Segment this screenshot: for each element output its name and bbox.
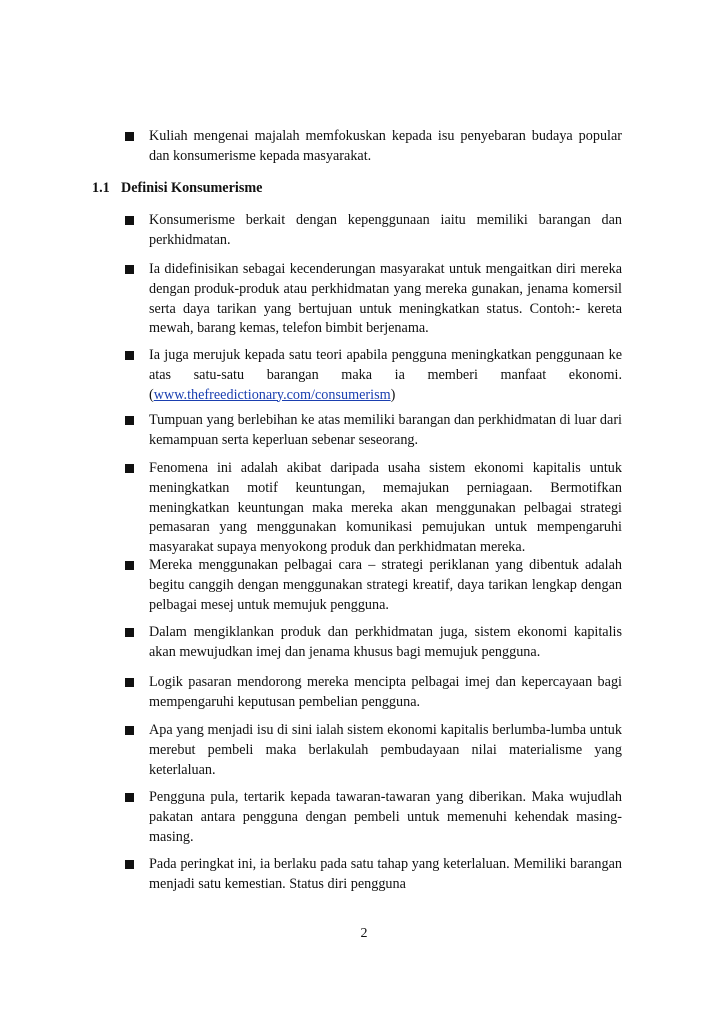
bullet-list-g [122, 623, 622, 663]
square-bullet-icon [125, 464, 134, 473]
bullet-list-c [122, 346, 622, 405]
bullet-text: Dalam mengiklankan produk dan perkhidmatan juga, sistem ekonomi kapitalis akan mewujudkan imej dan jenama khusus bagi memujuk pengguna. [149, 624, 622, 660]
bullet-text: Tumpuan yang berlebihan ke atas memiliki barangan dan perkhidmatan di luar dari kemampuan serta keperluan sebenar seseorang. [149, 412, 622, 448]
list-item [122, 127, 622, 167]
section-number: 1.1 [92, 180, 110, 196]
bullet-list-h [122, 673, 622, 713]
open-paren: ( [149, 386, 154, 403]
bullet-text: Kuliah mengenai majalah memfokuskan kepada isu penyebaran budaya popular dan konsumerisme kepada masyarakat. [149, 128, 622, 164]
list-item [122, 211, 622, 251]
bullet-list-i [122, 721, 622, 780]
bullet-text: Pengguna pula, tertarik kepada tawaran-tawaran yang diberikan. Maka wujudlah pakatan antara pengguna dengan pembeli untuk memenuhi kehendak masing-masing. [149, 789, 622, 845]
bullet-list-k [122, 855, 622, 895]
bullet-list-j [122, 788, 622, 847]
bullet-text: Logik pasaran mendorong mereka mencipta pelbagai imej dan kepercayaan bagi mempengaruhi keputusan pembelian pengguna. [149, 674, 622, 710]
bullet-list-b [122, 260, 622, 339]
section-title: Definisi Konsumerisme [121, 180, 263, 196]
bullet-text: Ia didefinisikan sebagai kecenderungan masyarakat untuk mengaitkan diri mereka dengan produk-produk atau perkhidmatan yang mereka gunakan, jenama komersil serta daya tarikan yang bertujuan untuk meningkatkan status. Contoh:- kereta mewah, barang kemas, telefon bimbit berjenama. [149, 261, 622, 337]
list-item [122, 556, 622, 615]
page-number: 2 [360, 926, 368, 941]
bullet-text: Mereka menggunakan pelbagai cara – strategi periklanan yang dibentuk adalah begitu canggih dengan menggunakan strategi kreatif, daya tarikan lengkap dengan pelbagai mesej untuk memujuk pengguna. [149, 557, 622, 613]
section-heading [92, 178, 262, 198]
bullet-list-d [122, 411, 622, 451]
list-item [122, 411, 622, 451]
square-bullet-icon [125, 416, 134, 425]
square-bullet-icon [125, 561, 134, 570]
list-item [122, 721, 622, 780]
bullet-list-e [122, 459, 622, 558]
close-paren: ) [390, 386, 396, 403]
bullet-text: Fenomena ini adalah akibat daripada usaha sistem ekonomi kapitalis untuk meningkatkan motif keuntungan, memajukan perniagaan. Bermotifkan meningkatkan keuntungan maka mereka akan menggunakan pelbagai strategi pemasaran yang menggunakan komunikasi pemujukan untuk mempengaruhi masyarakat supaya menyokong produk dan perkhidmatan mereka. [149, 460, 622, 556]
bullet-text: Ia juga merujuk kepada satu teori apabila pengguna meningkatkan penggunaan ke atas satu-satu barangan maka ia memberi manfaat ekonomi. [149, 347, 622, 383]
list-item [122, 260, 622, 339]
list-item [122, 346, 622, 405]
reference-link[interactable]: www.thefreedictionary.com/consumerism [153, 386, 391, 403]
square-bullet-icon [125, 132, 134, 141]
bullet-list-a [122, 211, 622, 251]
square-bullet-icon [125, 628, 134, 637]
square-bullet-icon [125, 351, 134, 360]
square-bullet-icon [125, 678, 134, 687]
square-bullet-icon [125, 726, 134, 735]
bullet-list-f [122, 556, 622, 615]
bullet-text: Apa yang menjadi isu di sini ialah sistem ekonomi kapitalis berlumba-lumba untuk merebut pembeli maka berlakulah pembudayaan nilai materialisme yang keterlaluan. [149, 722, 622, 778]
intro-bullet-list [122, 127, 622, 167]
list-item [122, 623, 622, 663]
bullet-text: Pada peringkat ini, ia berlaku pada satu tahap yang keterlaluan. Memiliki barangan menjadi satu kemestian. Status diri pengguna [149, 856, 622, 892]
list-item [122, 459, 622, 558]
bullet-text: Konsumerisme berkait dengan kepenggunaan iaitu memiliki barangan dan perkhidmatan. [149, 212, 622, 248]
square-bullet-icon [125, 216, 134, 225]
square-bullet-icon [125, 265, 134, 274]
list-item [122, 855, 622, 895]
list-item [122, 673, 622, 713]
square-bullet-icon [125, 793, 134, 802]
square-bullet-icon [125, 860, 134, 869]
list-item [122, 788, 622, 847]
